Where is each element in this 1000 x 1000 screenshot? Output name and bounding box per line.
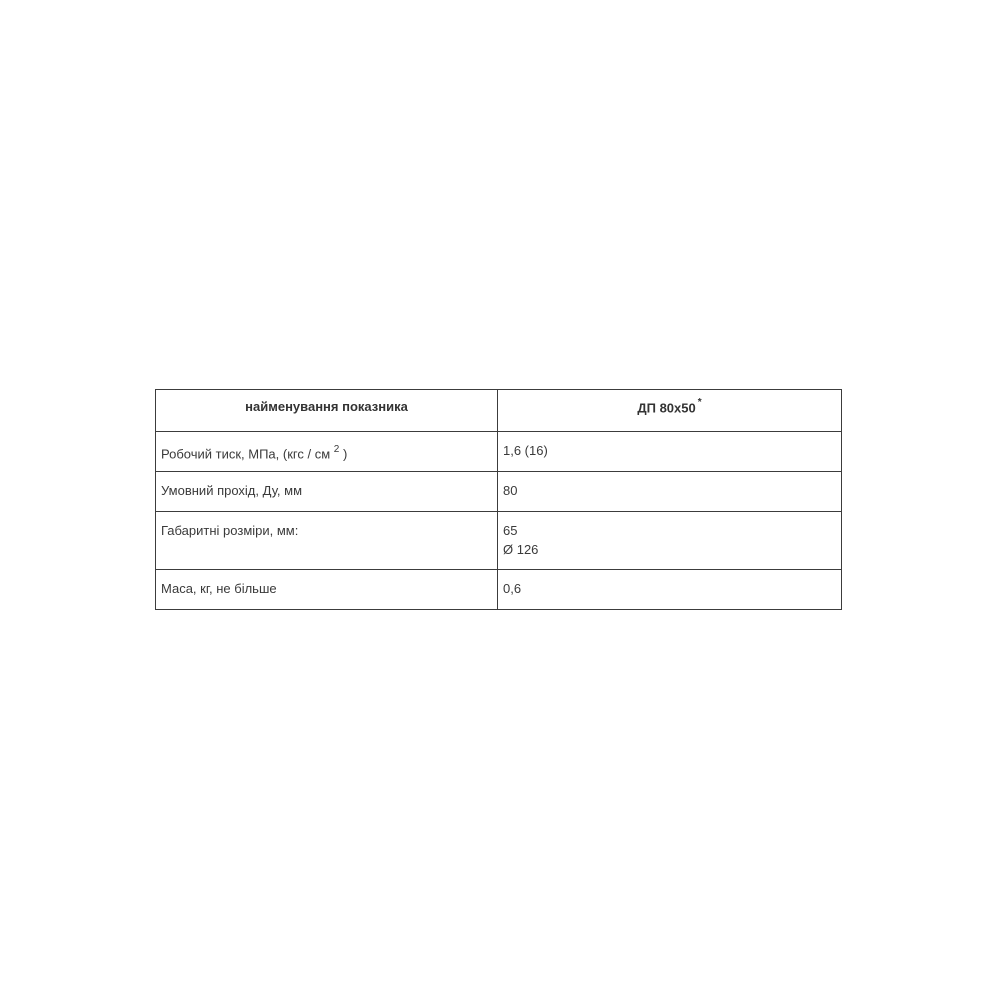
spec-table [155,389,842,610]
row-value-text: 80 [503,483,518,498]
table-row [156,432,842,472]
table-row [156,570,842,610]
header-indicator-name [156,390,498,432]
row-value-text: 1,6 (16) [503,443,548,458]
row-label-nominal-bore [156,472,498,512]
header-model-mark: * [697,397,702,408]
table-header-row [156,390,842,432]
row-label-mass [156,570,498,610]
row-value-text: 0,6 [503,581,522,596]
row-value-mass [498,570,842,610]
row-label-superscript: 2 [333,444,340,455]
row-label-text: Робочий тиск, МПа, (кгс / см [161,446,331,462]
table-row [156,512,842,570]
row-label-text: Маса, кг, не більше [161,581,277,596]
row-value-nominal-bore [498,472,842,512]
row-value-text: 65 [503,523,518,538]
row-value-working-pressure [498,432,842,472]
row-label-text: Умовний прохід, Ду, мм [161,483,303,498]
row-value-text: Ø 126 [503,542,539,557]
row-label-overall-dimensions [156,512,498,570]
row-label-suffix: ) [339,446,348,462]
header-indicator-name-text: найменування показника [245,399,408,414]
row-label-working-pressure [156,432,498,472]
row-value-overall-dimensions [498,512,842,570]
table-row [156,472,842,512]
header-model-text: ДП 80х50 [637,400,696,416]
header-model [498,390,842,432]
row-label-text: Габаритні розміри, мм: [161,523,299,538]
